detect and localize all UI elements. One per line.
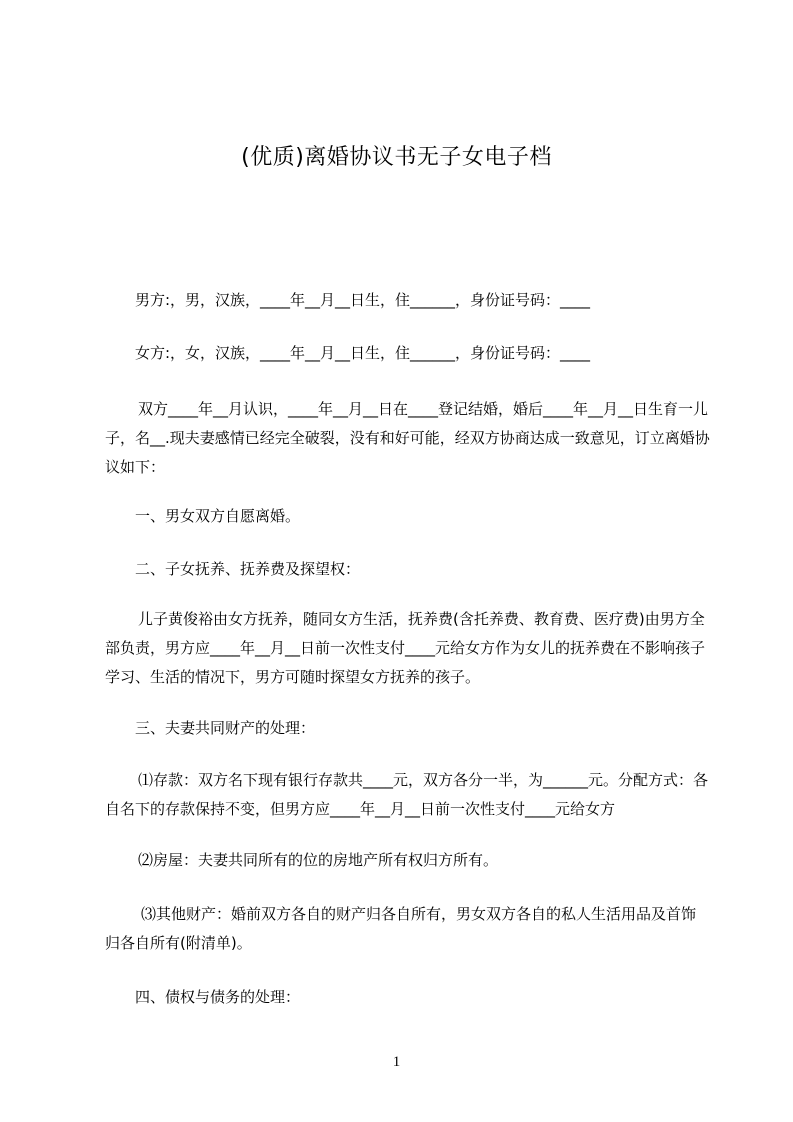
intro-paragraph: 双方____年__月认识，____年__月__日在____登记结婚，婚后____年__月__日生育一儿子，名__.现夫妻感情已经完全破裂，没有和好可能，经双方协商达成一致意见，订立离婚协议如下： [105,400,710,476]
section-1-heading: 一、男女双方自愿离婚。 [135,507,301,525]
section-3-house: ⑵房屋：夫妻共同所有的位的房地产所有权归方所有。 [138,851,499,869]
section-2-body: 儿子黄俊裕由女方抚养，随同女方生活，抚养费(含托养费、教育费、医疗费)由男方全部负责，男方应____年__月__日前一次性支付____元给女方作为女儿的抚养费在不影响孩子学习、生活的情况下，男方可随时探望女方抚养的孩子。 [105,610,706,686]
male-party-paragraph: 男方:，男，汉族，____年__月__日生，住______，身份证号码：____ [135,291,591,309]
section-3-deposit: ⑴存款：双方名下现有银行存款共____元，双方各分一半，为______元。分配方式：各自名下的存款保持不变，但男方应____年__月__日前一次性支付____元给女方 [105,771,709,818]
section-4-heading: 四、债权与债务的处理： [135,988,301,1006]
section-3-other-property: ⑶其他财产：婚前双方各自的财产归各自所有，男女双方各自的私人生活用品及首饰归各自所有(附清单)。 [105,905,697,952]
section-2-heading: 二、子女抚养、抚养费及探望权： [135,560,361,578]
section-3-heading: 三、夫妻共同财产的处理： [135,719,316,737]
document-title: (优质)离婚协议书无子女电子档 [241,145,552,170]
female-party-paragraph: 女方:，女，汉族，____年__月__日生，住______，身份证号码：____ [135,344,591,362]
page-number: 1 [392,1054,401,1070]
